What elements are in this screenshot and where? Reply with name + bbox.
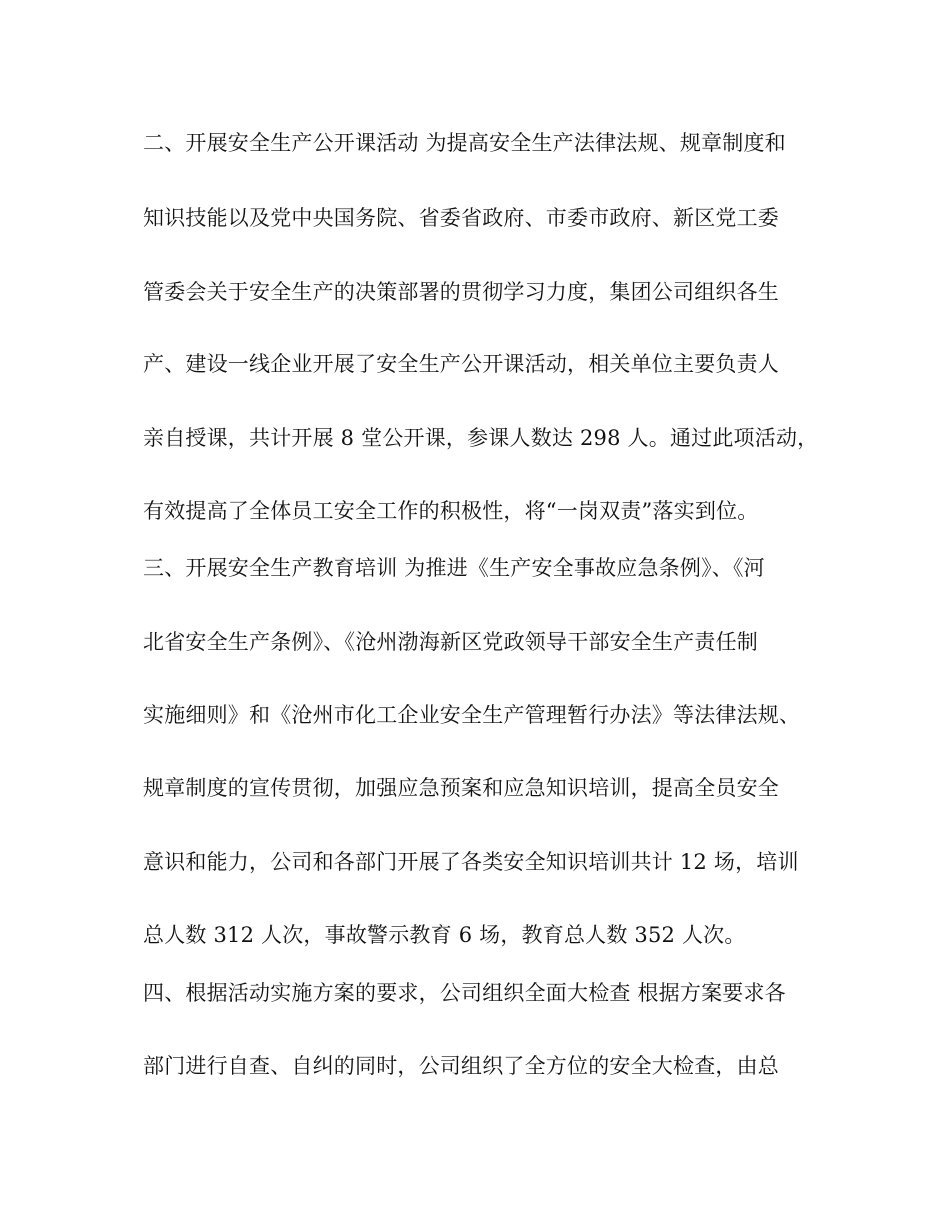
text-line-5: 亲自授课，共计开展 8 堂公开课，参课人数达 298 人。通过此项活动， [143,426,819,450]
text-line-1: 二、开展安全生产公开课活动 为提高安全生产法律法规、规章制度和 [143,131,786,155]
text-line-12: 总人数 312 人次，事故警示教育 6 场，教育总人数 352 人次。 [143,923,746,947]
text-line-14: 部门进行自查、自纠的同时，公司组织了全方位的安全大检查，由总 [143,1054,779,1078]
text-line-6: 有效提高了全体员工安全工作的积极性，将“一岗双责”落实到位。 [143,499,759,523]
text-line-3: 管委会关于安全生产的决策部署的贯彻学习力度，集团公司组织各生 [143,280,779,304]
text-line-8: 北省安全生产条例》、《沧州渤海新区党政领导干部安全生产责任制 [143,630,758,654]
text-line-13: 四、根据活动实施方案的要求，公司组织全面大检查 根据方案要求各 [143,981,786,1005]
text-line-7: 三、开展安全生产教育培训 为推进《生产安全事故应急条例》、《河 [143,556,765,580]
text-line-9: 实施细则》和《沧州市化工企业安全生产管理暂行办法》等法律法规、 [143,703,801,727]
text-line-2: 知识技能以及党中央国务院、省委省政府、市委市政府、新区党工委 [143,206,779,230]
text-line-10: 规章制度的宣传贯彻，加强应急预案和应急知识培训，提高全员安全 [143,776,779,800]
text-line-4: 产、建设一线企业开展了安全生产公开课活动，相关单位主要负责人 [143,352,779,376]
text-line-11: 意识和能力，公司和各部门开展了各类安全知识培训共计 12 场，培训 [143,850,799,874]
